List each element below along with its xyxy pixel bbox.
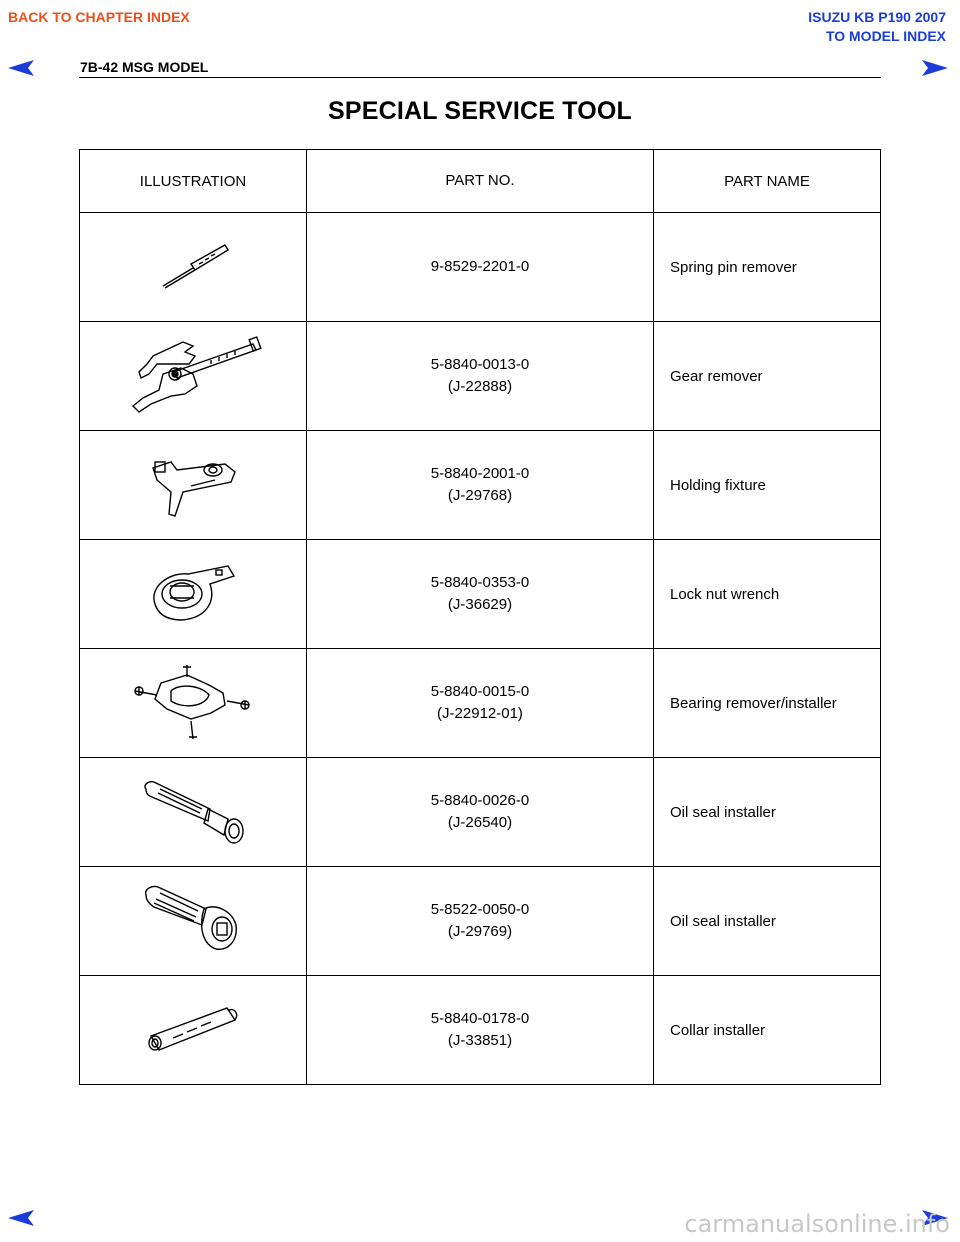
table-row bbox=[80, 976, 881, 1085]
part-no-cell bbox=[307, 431, 654, 540]
header-divider bbox=[79, 77, 881, 78]
part-name-cell: Holding fixture bbox=[654, 431, 881, 540]
watermark: carmanualsonline.info bbox=[684, 1210, 950, 1238]
illustration-cell bbox=[80, 976, 307, 1085]
table-row bbox=[80, 213, 881, 322]
part-number: 5-8840-0178-0 bbox=[430, 1010, 530, 1027]
part-number: 5-8840-2001-0 bbox=[430, 465, 530, 482]
back-to-chapter-index-link[interactable]: BACK TO CHAPTER INDEX bbox=[8, 9, 190, 25]
lock-nut-wrench-illustration bbox=[148, 562, 238, 626]
collar-installer-illustration bbox=[143, 1004, 243, 1056]
part-no-cell bbox=[307, 976, 654, 1085]
part-number: 5-8840-0026-0 bbox=[430, 792, 530, 809]
part-number: 5-8840-0015-0 bbox=[430, 683, 530, 700]
part-name-cell: Oil seal installer bbox=[654, 867, 881, 976]
illustration-cell bbox=[80, 758, 307, 867]
page-title: SPECIAL SERVICE TOOL bbox=[327, 97, 633, 125]
table-row bbox=[80, 649, 881, 758]
part-name-cell: Bearing remover/installer bbox=[654, 649, 881, 758]
illustration-cell bbox=[80, 649, 307, 758]
alt-part-number: (J-22912-01) bbox=[437, 705, 523, 722]
alt-part-number: (J-22888) bbox=[447, 378, 513, 395]
header-illustration: ILLUSTRATION bbox=[80, 150, 307, 213]
table-row bbox=[80, 758, 881, 867]
previous-page-arrow-icon[interactable] bbox=[6, 58, 36, 78]
alt-part-number: (J-29769) bbox=[447, 923, 513, 940]
part-no-cell bbox=[307, 649, 654, 758]
part-number: 5-8522-0050-0 bbox=[430, 901, 530, 918]
table-header-row bbox=[80, 150, 881, 213]
header-part-no: PART NO. bbox=[307, 150, 654, 213]
bearing-remover-illustration bbox=[131, 661, 255, 745]
part-no-cell bbox=[307, 322, 654, 431]
alt-part-number: (J-29768) bbox=[447, 487, 513, 504]
table-row bbox=[80, 431, 881, 540]
gear-remover-illustration bbox=[123, 334, 263, 418]
model-index-link[interactable] bbox=[808, 8, 946, 46]
holding-fixture-illustration bbox=[143, 452, 243, 518]
illustration-cell bbox=[80, 322, 307, 431]
illustration-cell bbox=[80, 431, 307, 540]
page-label: 7B-42 MSG MODEL bbox=[80, 59, 209, 75]
next-page-arrow-icon[interactable] bbox=[920, 58, 950, 78]
part-name-cell: Spring pin remover bbox=[654, 213, 881, 322]
table-row bbox=[80, 867, 881, 976]
model-name-label: ISUZU KB P190 2007 bbox=[808, 9, 946, 25]
part-no-cell bbox=[307, 540, 654, 649]
to-model-index-label: TO MODEL INDEX bbox=[825, 28, 946, 44]
part-name-cell: Collar installer bbox=[654, 976, 881, 1085]
part-name-cell: Gear remover bbox=[654, 322, 881, 431]
special-service-tool-table bbox=[79, 149, 881, 1085]
illustration-cell bbox=[80, 213, 307, 322]
alt-part-number: (J-36629) bbox=[447, 596, 513, 613]
part-no-cell bbox=[307, 758, 654, 867]
part-name-cell: Oil seal installer bbox=[654, 758, 881, 867]
table-row bbox=[80, 540, 881, 649]
part-no-cell bbox=[307, 213, 654, 322]
oil-seal-installer-illustration bbox=[138, 779, 248, 845]
part-name-cell: Lock nut wrench bbox=[654, 540, 881, 649]
alt-part-number: (J-26540) bbox=[447, 814, 513, 831]
spring-pin-remover-illustration bbox=[153, 242, 233, 292]
part-no-cell bbox=[307, 867, 654, 976]
illustration-cell bbox=[80, 867, 307, 976]
alt-part-number: (J-33851) bbox=[447, 1032, 513, 1049]
previous-page-arrow-bottom-icon[interactable] bbox=[6, 1208, 36, 1228]
illustration-cell bbox=[80, 540, 307, 649]
part-number: 5-8840-0013-0 bbox=[430, 356, 530, 373]
part-number: 5-8840-0353-0 bbox=[430, 574, 530, 591]
table-row bbox=[80, 322, 881, 431]
part-number: 9-8529-2201-0 bbox=[430, 258, 530, 275]
header-part-name: PART NAME bbox=[654, 150, 881, 213]
oil-seal-installer-illustration bbox=[140, 885, 246, 957]
